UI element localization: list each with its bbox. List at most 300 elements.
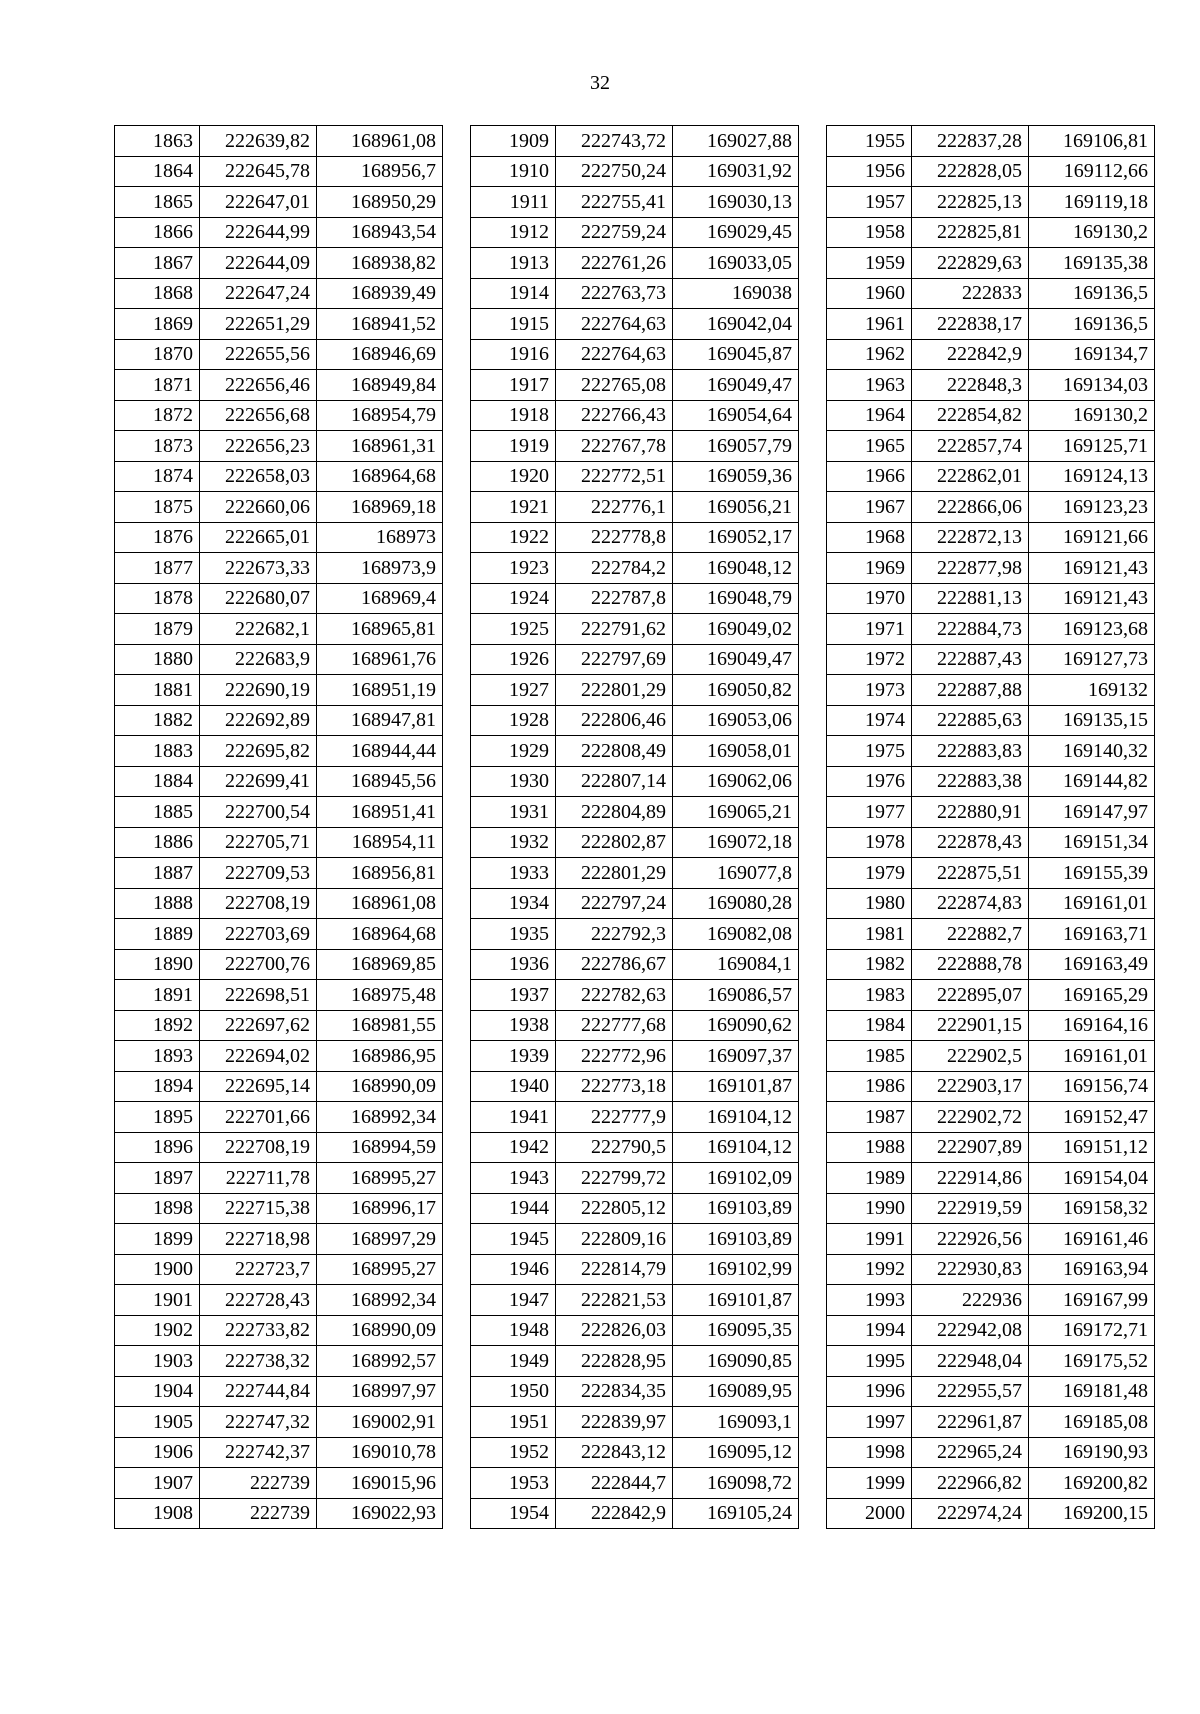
point-number-cell: 1972 bbox=[827, 644, 912, 675]
x-coordinate-cell: 222955,57 bbox=[912, 1376, 1029, 1407]
point-number-cell: 1993 bbox=[827, 1285, 912, 1316]
table-row bbox=[471, 492, 799, 523]
point-number-cell: 1898 bbox=[115, 1193, 200, 1224]
x-coordinate-cell: 222837,28 bbox=[912, 126, 1029, 157]
y-coordinate-cell: 169185,08 bbox=[1029, 1407, 1155, 1438]
point-number-cell: 1981 bbox=[827, 919, 912, 950]
x-coordinate-cell: 222708,19 bbox=[200, 1132, 317, 1163]
x-coordinate-cell: 222802,87 bbox=[556, 827, 673, 858]
y-coordinate-cell: 169050,82 bbox=[673, 675, 799, 706]
y-coordinate-cell: 169136,5 bbox=[1029, 309, 1155, 340]
table-row bbox=[471, 827, 799, 858]
point-number-cell: 1883 bbox=[115, 736, 200, 767]
point-number-cell: 1928 bbox=[471, 705, 556, 736]
x-coordinate-cell: 222862,01 bbox=[912, 461, 1029, 492]
x-coordinate-cell: 222778,8 bbox=[556, 522, 673, 553]
y-coordinate-cell: 169038 bbox=[673, 278, 799, 309]
point-number-cell: 1868 bbox=[115, 278, 200, 309]
x-coordinate-cell: 222825,13 bbox=[912, 187, 1029, 218]
y-coordinate-cell: 168986,95 bbox=[317, 1041, 443, 1072]
point-number-cell: 1948 bbox=[471, 1315, 556, 1346]
y-coordinate-cell: 169030,13 bbox=[673, 187, 799, 218]
y-coordinate-cell: 169130,2 bbox=[1029, 217, 1155, 248]
y-coordinate-cell: 169119,18 bbox=[1029, 187, 1155, 218]
y-coordinate-cell: 169135,38 bbox=[1029, 248, 1155, 279]
point-number-cell: 1892 bbox=[115, 1010, 200, 1041]
point-number-cell: 1974 bbox=[827, 705, 912, 736]
y-coordinate-cell: 169102,09 bbox=[673, 1163, 799, 1194]
table-row bbox=[827, 1254, 1155, 1285]
table-row bbox=[115, 400, 443, 431]
table-row bbox=[471, 553, 799, 584]
y-coordinate-cell: 169031,92 bbox=[673, 156, 799, 187]
point-number-cell: 1982 bbox=[827, 949, 912, 980]
point-number-cell: 1989 bbox=[827, 1163, 912, 1194]
table-row bbox=[115, 1224, 443, 1255]
point-number-cell: 1963 bbox=[827, 370, 912, 401]
y-coordinate-cell: 169104,12 bbox=[673, 1102, 799, 1133]
point-number-cell: 1931 bbox=[471, 797, 556, 828]
y-coordinate-cell: 169156,74 bbox=[1029, 1071, 1155, 1102]
point-number-cell: 1891 bbox=[115, 980, 200, 1011]
x-coordinate-cell: 222742,37 bbox=[200, 1437, 317, 1468]
point-number-cell: 1938 bbox=[471, 1010, 556, 1041]
point-number-cell: 1874 bbox=[115, 461, 200, 492]
x-coordinate-cell: 222639,82 bbox=[200, 126, 317, 157]
x-coordinate-cell: 222829,63 bbox=[912, 248, 1029, 279]
point-number-cell: 1954 bbox=[471, 1498, 556, 1529]
table-row bbox=[115, 1041, 443, 1072]
point-number-cell: 1976 bbox=[827, 766, 912, 797]
point-number-cell: 1871 bbox=[115, 370, 200, 401]
x-coordinate-cell: 222786,67 bbox=[556, 949, 673, 980]
x-coordinate-cell: 222880,91 bbox=[912, 797, 1029, 828]
y-coordinate-cell: 169151,34 bbox=[1029, 827, 1155, 858]
point-number-cell: 1932 bbox=[471, 827, 556, 858]
x-coordinate-cell: 222919,59 bbox=[912, 1193, 1029, 1224]
point-number-cell: 1908 bbox=[115, 1498, 200, 1529]
y-coordinate-cell: 169134,03 bbox=[1029, 370, 1155, 401]
table-row bbox=[827, 1224, 1155, 1255]
point-number-cell: 1996 bbox=[827, 1376, 912, 1407]
y-coordinate-cell: 169065,21 bbox=[673, 797, 799, 828]
y-coordinate-cell: 169172,71 bbox=[1029, 1315, 1155, 1346]
table-row bbox=[471, 1315, 799, 1346]
y-coordinate-cell: 168944,44 bbox=[317, 736, 443, 767]
point-number-cell: 1953 bbox=[471, 1468, 556, 1499]
y-coordinate-cell: 169175,52 bbox=[1029, 1346, 1155, 1377]
point-number-cell: 1999 bbox=[827, 1468, 912, 1499]
table-row bbox=[827, 522, 1155, 553]
point-number-cell: 1979 bbox=[827, 858, 912, 889]
table-row bbox=[471, 583, 799, 614]
x-coordinate-cell: 222711,78 bbox=[200, 1163, 317, 1194]
y-coordinate-cell: 169163,94 bbox=[1029, 1254, 1155, 1285]
y-coordinate-cell: 169002,91 bbox=[317, 1407, 443, 1438]
y-coordinate-cell: 169200,82 bbox=[1029, 1468, 1155, 1499]
x-coordinate-cell: 222895,07 bbox=[912, 980, 1029, 1011]
table-row bbox=[471, 339, 799, 370]
y-coordinate-cell: 169151,12 bbox=[1029, 1132, 1155, 1163]
y-coordinate-cell: 169190,93 bbox=[1029, 1437, 1155, 1468]
x-coordinate-cell: 222878,43 bbox=[912, 827, 1029, 858]
table-row bbox=[115, 1071, 443, 1102]
table-row bbox=[115, 888, 443, 919]
x-coordinate-cell: 222828,95 bbox=[556, 1346, 673, 1377]
y-coordinate-cell: 168997,29 bbox=[317, 1224, 443, 1255]
point-number-cell: 1916 bbox=[471, 339, 556, 370]
table-row bbox=[115, 431, 443, 462]
y-coordinate-cell: 169086,57 bbox=[673, 980, 799, 1011]
point-number-cell: 1975 bbox=[827, 736, 912, 767]
y-coordinate-cell: 169161,01 bbox=[1029, 888, 1155, 919]
point-number-cell: 1904 bbox=[115, 1376, 200, 1407]
point-number-cell: 1876 bbox=[115, 522, 200, 553]
table-row bbox=[115, 339, 443, 370]
x-coordinate-cell: 222673,33 bbox=[200, 553, 317, 584]
point-number-cell: 1935 bbox=[471, 919, 556, 950]
y-coordinate-cell: 168961,31 bbox=[317, 431, 443, 462]
table-row bbox=[471, 217, 799, 248]
y-coordinate-cell: 168951,19 bbox=[317, 675, 443, 706]
table-row bbox=[471, 248, 799, 279]
x-coordinate-cell: 222787,8 bbox=[556, 583, 673, 614]
x-coordinate-cell: 222901,15 bbox=[912, 1010, 1029, 1041]
y-coordinate-cell: 168992,57 bbox=[317, 1346, 443, 1377]
x-coordinate-cell: 222744,84 bbox=[200, 1376, 317, 1407]
x-coordinate-cell: 222764,63 bbox=[556, 339, 673, 370]
x-coordinate-cell: 222733,82 bbox=[200, 1315, 317, 1346]
table-row bbox=[471, 1163, 799, 1194]
y-coordinate-cell: 169042,04 bbox=[673, 309, 799, 340]
y-coordinate-cell: 169082,08 bbox=[673, 919, 799, 950]
x-coordinate-cell: 222792,3 bbox=[556, 919, 673, 950]
x-coordinate-cell: 222808,49 bbox=[556, 736, 673, 767]
point-number-cell: 1906 bbox=[115, 1437, 200, 1468]
x-coordinate-cell: 222974,24 bbox=[912, 1498, 1029, 1529]
x-coordinate-cell: 222854,82 bbox=[912, 400, 1029, 431]
x-coordinate-cell: 222888,78 bbox=[912, 949, 1029, 980]
table-row bbox=[827, 309, 1155, 340]
y-coordinate-cell: 169015,96 bbox=[317, 1468, 443, 1499]
point-number-cell: 1900 bbox=[115, 1254, 200, 1285]
point-number-cell: 1968 bbox=[827, 522, 912, 553]
point-number-cell: 1889 bbox=[115, 919, 200, 950]
table-row bbox=[471, 1254, 799, 1285]
table-row bbox=[471, 431, 799, 462]
point-number-cell: 1955 bbox=[827, 126, 912, 157]
table-row bbox=[827, 675, 1155, 706]
x-coordinate-cell: 222766,43 bbox=[556, 400, 673, 431]
table-row bbox=[471, 1010, 799, 1041]
table-row bbox=[471, 1193, 799, 1224]
table-row bbox=[471, 1376, 799, 1407]
y-coordinate-cell: 169144,82 bbox=[1029, 766, 1155, 797]
point-number-cell: 1971 bbox=[827, 614, 912, 645]
x-coordinate-cell: 222907,89 bbox=[912, 1132, 1029, 1163]
y-coordinate-cell: 169049,47 bbox=[673, 644, 799, 675]
y-coordinate-cell: 168961,08 bbox=[317, 888, 443, 919]
y-coordinate-cell: 169101,87 bbox=[673, 1285, 799, 1316]
y-coordinate-cell: 168981,55 bbox=[317, 1010, 443, 1041]
point-number-cell: 1895 bbox=[115, 1102, 200, 1133]
table-row bbox=[827, 1132, 1155, 1163]
table-row bbox=[827, 1407, 1155, 1438]
table-row bbox=[471, 461, 799, 492]
table-row bbox=[471, 156, 799, 187]
point-number-cell: 1866 bbox=[115, 217, 200, 248]
point-number-cell: 1890 bbox=[115, 949, 200, 980]
y-coordinate-cell: 169123,68 bbox=[1029, 614, 1155, 645]
y-coordinate-cell: 169095,12 bbox=[673, 1437, 799, 1468]
y-coordinate-cell: 169134,7 bbox=[1029, 339, 1155, 370]
y-coordinate-cell: 169103,89 bbox=[673, 1193, 799, 1224]
x-coordinate-cell: 222882,7 bbox=[912, 919, 1029, 950]
table-row bbox=[115, 126, 443, 157]
x-coordinate-cell: 222809,16 bbox=[556, 1224, 673, 1255]
y-coordinate-cell: 168964,68 bbox=[317, 919, 443, 950]
point-number-cell: 1905 bbox=[115, 1407, 200, 1438]
x-coordinate-cell: 222844,7 bbox=[556, 1468, 673, 1499]
y-coordinate-cell: 168945,56 bbox=[317, 766, 443, 797]
table-row bbox=[471, 614, 799, 645]
table-row bbox=[827, 187, 1155, 218]
x-coordinate-cell: 222651,29 bbox=[200, 309, 317, 340]
y-coordinate-cell: 168946,69 bbox=[317, 339, 443, 370]
y-coordinate-cell: 168995,27 bbox=[317, 1254, 443, 1285]
x-coordinate-cell: 222801,29 bbox=[556, 675, 673, 706]
point-number-cell: 1949 bbox=[471, 1346, 556, 1377]
table-row bbox=[115, 278, 443, 309]
table-row bbox=[471, 1132, 799, 1163]
y-coordinate-cell: 169084,1 bbox=[673, 949, 799, 980]
table-row bbox=[471, 858, 799, 889]
table-row bbox=[827, 431, 1155, 462]
table-row bbox=[471, 187, 799, 218]
y-coordinate-cell: 168950,29 bbox=[317, 187, 443, 218]
y-coordinate-cell: 169161,46 bbox=[1029, 1224, 1155, 1255]
x-coordinate-cell: 222765,08 bbox=[556, 370, 673, 401]
x-coordinate-cell: 222885,63 bbox=[912, 705, 1029, 736]
y-coordinate-cell: 169033,05 bbox=[673, 248, 799, 279]
coordinates-table-2 bbox=[470, 125, 799, 1529]
table-row bbox=[827, 888, 1155, 919]
x-coordinate-cell: 222682,1 bbox=[200, 614, 317, 645]
y-coordinate-cell: 169123,23 bbox=[1029, 492, 1155, 523]
y-coordinate-cell: 169052,17 bbox=[673, 522, 799, 553]
table-row bbox=[115, 736, 443, 767]
table-row bbox=[115, 1193, 443, 1224]
y-coordinate-cell: 169048,79 bbox=[673, 583, 799, 614]
x-coordinate-cell: 222695,14 bbox=[200, 1071, 317, 1102]
y-coordinate-cell: 169049,47 bbox=[673, 370, 799, 401]
y-coordinate-cell: 168969,4 bbox=[317, 583, 443, 614]
x-coordinate-cell: 222825,81 bbox=[912, 217, 1029, 248]
table-row bbox=[471, 919, 799, 950]
table-row bbox=[827, 1010, 1155, 1041]
x-coordinate-cell: 222877,98 bbox=[912, 553, 1029, 584]
table-row bbox=[471, 1285, 799, 1316]
y-coordinate-cell: 169154,04 bbox=[1029, 1163, 1155, 1194]
x-coordinate-cell: 222797,69 bbox=[556, 644, 673, 675]
table-row bbox=[115, 1254, 443, 1285]
x-coordinate-cell: 222848,3 bbox=[912, 370, 1029, 401]
y-coordinate-cell: 169054,64 bbox=[673, 400, 799, 431]
y-coordinate-cell: 169105,24 bbox=[673, 1498, 799, 1529]
point-number-cell: 1887 bbox=[115, 858, 200, 889]
table-row bbox=[115, 1010, 443, 1041]
table-row bbox=[471, 1071, 799, 1102]
x-coordinate-cell: 222723,7 bbox=[200, 1254, 317, 1285]
point-number-cell: 2000 bbox=[827, 1498, 912, 1529]
point-number-cell: 1985 bbox=[827, 1041, 912, 1072]
x-coordinate-cell: 222834,35 bbox=[556, 1376, 673, 1407]
y-coordinate-cell: 169125,71 bbox=[1029, 431, 1155, 462]
table-row bbox=[115, 370, 443, 401]
table-row bbox=[827, 949, 1155, 980]
table-row bbox=[827, 614, 1155, 645]
table-row bbox=[827, 278, 1155, 309]
x-coordinate-cell: 222680,07 bbox=[200, 583, 317, 614]
table-row bbox=[471, 1346, 799, 1377]
y-coordinate-cell: 169097,37 bbox=[673, 1041, 799, 1072]
point-number-cell: 1957 bbox=[827, 187, 912, 218]
point-number-cell: 1995 bbox=[827, 1346, 912, 1377]
point-number-cell: 1994 bbox=[827, 1315, 912, 1346]
table-row bbox=[827, 1346, 1155, 1377]
x-coordinate-cell: 222656,46 bbox=[200, 370, 317, 401]
point-number-cell: 1894 bbox=[115, 1071, 200, 1102]
x-coordinate-cell: 222773,18 bbox=[556, 1071, 673, 1102]
y-coordinate-cell: 169093,1 bbox=[673, 1407, 799, 1438]
y-coordinate-cell: 168939,49 bbox=[317, 278, 443, 309]
point-number-cell: 1865 bbox=[115, 187, 200, 218]
y-coordinate-cell: 169029,45 bbox=[673, 217, 799, 248]
point-number-cell: 1914 bbox=[471, 278, 556, 309]
point-number-cell: 1978 bbox=[827, 827, 912, 858]
table-row bbox=[471, 949, 799, 980]
point-number-cell: 1941 bbox=[471, 1102, 556, 1133]
point-number-cell: 1967 bbox=[827, 492, 912, 523]
table-row bbox=[827, 797, 1155, 828]
x-coordinate-cell: 222826,03 bbox=[556, 1315, 673, 1346]
table-row bbox=[471, 370, 799, 401]
x-coordinate-cell: 222701,66 bbox=[200, 1102, 317, 1133]
y-coordinate-cell: 169181,48 bbox=[1029, 1376, 1155, 1407]
x-coordinate-cell: 222838,17 bbox=[912, 309, 1029, 340]
y-coordinate-cell: 169121,43 bbox=[1029, 553, 1155, 584]
point-number-cell: 1965 bbox=[827, 431, 912, 462]
x-coordinate-cell: 222683,9 bbox=[200, 644, 317, 675]
point-number-cell: 1896 bbox=[115, 1132, 200, 1163]
x-coordinate-cell: 222791,62 bbox=[556, 614, 673, 645]
table-row bbox=[471, 400, 799, 431]
x-coordinate-cell: 222926,56 bbox=[912, 1224, 1029, 1255]
point-number-cell: 1875 bbox=[115, 492, 200, 523]
x-coordinate-cell: 222750,24 bbox=[556, 156, 673, 187]
x-coordinate-cell: 222647,24 bbox=[200, 278, 317, 309]
x-coordinate-cell: 222948,04 bbox=[912, 1346, 1029, 1377]
point-number-cell: 1929 bbox=[471, 736, 556, 767]
x-coordinate-cell: 222665,01 bbox=[200, 522, 317, 553]
x-coordinate-cell: 222715,38 bbox=[200, 1193, 317, 1224]
point-number-cell: 1867 bbox=[115, 248, 200, 279]
table-row bbox=[115, 827, 443, 858]
table-row bbox=[827, 553, 1155, 584]
point-number-cell: 1930 bbox=[471, 766, 556, 797]
y-coordinate-cell: 169090,85 bbox=[673, 1346, 799, 1377]
table-row bbox=[471, 1407, 799, 1438]
point-number-cell: 1958 bbox=[827, 217, 912, 248]
point-number-cell: 1878 bbox=[115, 583, 200, 614]
y-coordinate-cell: 169095,35 bbox=[673, 1315, 799, 1346]
point-number-cell: 1913 bbox=[471, 248, 556, 279]
y-coordinate-cell: 169140,32 bbox=[1029, 736, 1155, 767]
x-coordinate-cell: 222814,79 bbox=[556, 1254, 673, 1285]
x-coordinate-cell: 222698,51 bbox=[200, 980, 317, 1011]
table-row bbox=[827, 400, 1155, 431]
x-coordinate-cell: 222801,29 bbox=[556, 858, 673, 889]
point-number-cell: 1922 bbox=[471, 522, 556, 553]
x-coordinate-cell: 222695,82 bbox=[200, 736, 317, 767]
table-row bbox=[115, 949, 443, 980]
point-number-cell: 1920 bbox=[471, 461, 556, 492]
y-coordinate-cell: 169077,8 bbox=[673, 858, 799, 889]
point-number-cell: 1888 bbox=[115, 888, 200, 919]
table-row bbox=[115, 1163, 443, 1194]
y-coordinate-cell: 169147,97 bbox=[1029, 797, 1155, 828]
y-coordinate-cell: 169022,93 bbox=[317, 1498, 443, 1529]
x-coordinate-cell: 222763,73 bbox=[556, 278, 673, 309]
y-coordinate-cell: 169058,01 bbox=[673, 736, 799, 767]
point-number-cell: 1879 bbox=[115, 614, 200, 645]
x-coordinate-cell: 222828,05 bbox=[912, 156, 1029, 187]
point-number-cell: 1936 bbox=[471, 949, 556, 980]
table-row bbox=[827, 919, 1155, 950]
y-coordinate-cell: 168990,09 bbox=[317, 1315, 443, 1346]
y-coordinate-cell: 169112,66 bbox=[1029, 156, 1155, 187]
x-coordinate-cell: 222965,24 bbox=[912, 1437, 1029, 1468]
table-row bbox=[471, 522, 799, 553]
table-row bbox=[827, 766, 1155, 797]
point-number-cell: 1961 bbox=[827, 309, 912, 340]
table-row bbox=[827, 1468, 1155, 1499]
y-coordinate-cell: 169045,87 bbox=[673, 339, 799, 370]
point-number-cell: 1992 bbox=[827, 1254, 912, 1285]
table-row bbox=[115, 187, 443, 218]
x-coordinate-cell: 222660,06 bbox=[200, 492, 317, 523]
table-row bbox=[115, 1437, 443, 1468]
point-number-cell: 1939 bbox=[471, 1041, 556, 1072]
table-row bbox=[827, 461, 1155, 492]
table-row bbox=[827, 1376, 1155, 1407]
point-number-cell: 1915 bbox=[471, 309, 556, 340]
y-coordinate-cell: 168973 bbox=[317, 522, 443, 553]
table-row bbox=[827, 339, 1155, 370]
point-number-cell: 1880 bbox=[115, 644, 200, 675]
y-coordinate-cell: 168994,59 bbox=[317, 1132, 443, 1163]
table-row bbox=[115, 1346, 443, 1377]
point-number-cell: 1863 bbox=[115, 126, 200, 157]
x-coordinate-cell: 222656,68 bbox=[200, 400, 317, 431]
x-coordinate-cell: 222709,53 bbox=[200, 858, 317, 889]
table-row bbox=[115, 492, 443, 523]
point-number-cell: 1970 bbox=[827, 583, 912, 614]
x-coordinate-cell: 222743,72 bbox=[556, 126, 673, 157]
y-coordinate-cell: 169080,28 bbox=[673, 888, 799, 919]
point-number-cell: 1864 bbox=[115, 156, 200, 187]
table-row bbox=[115, 980, 443, 1011]
